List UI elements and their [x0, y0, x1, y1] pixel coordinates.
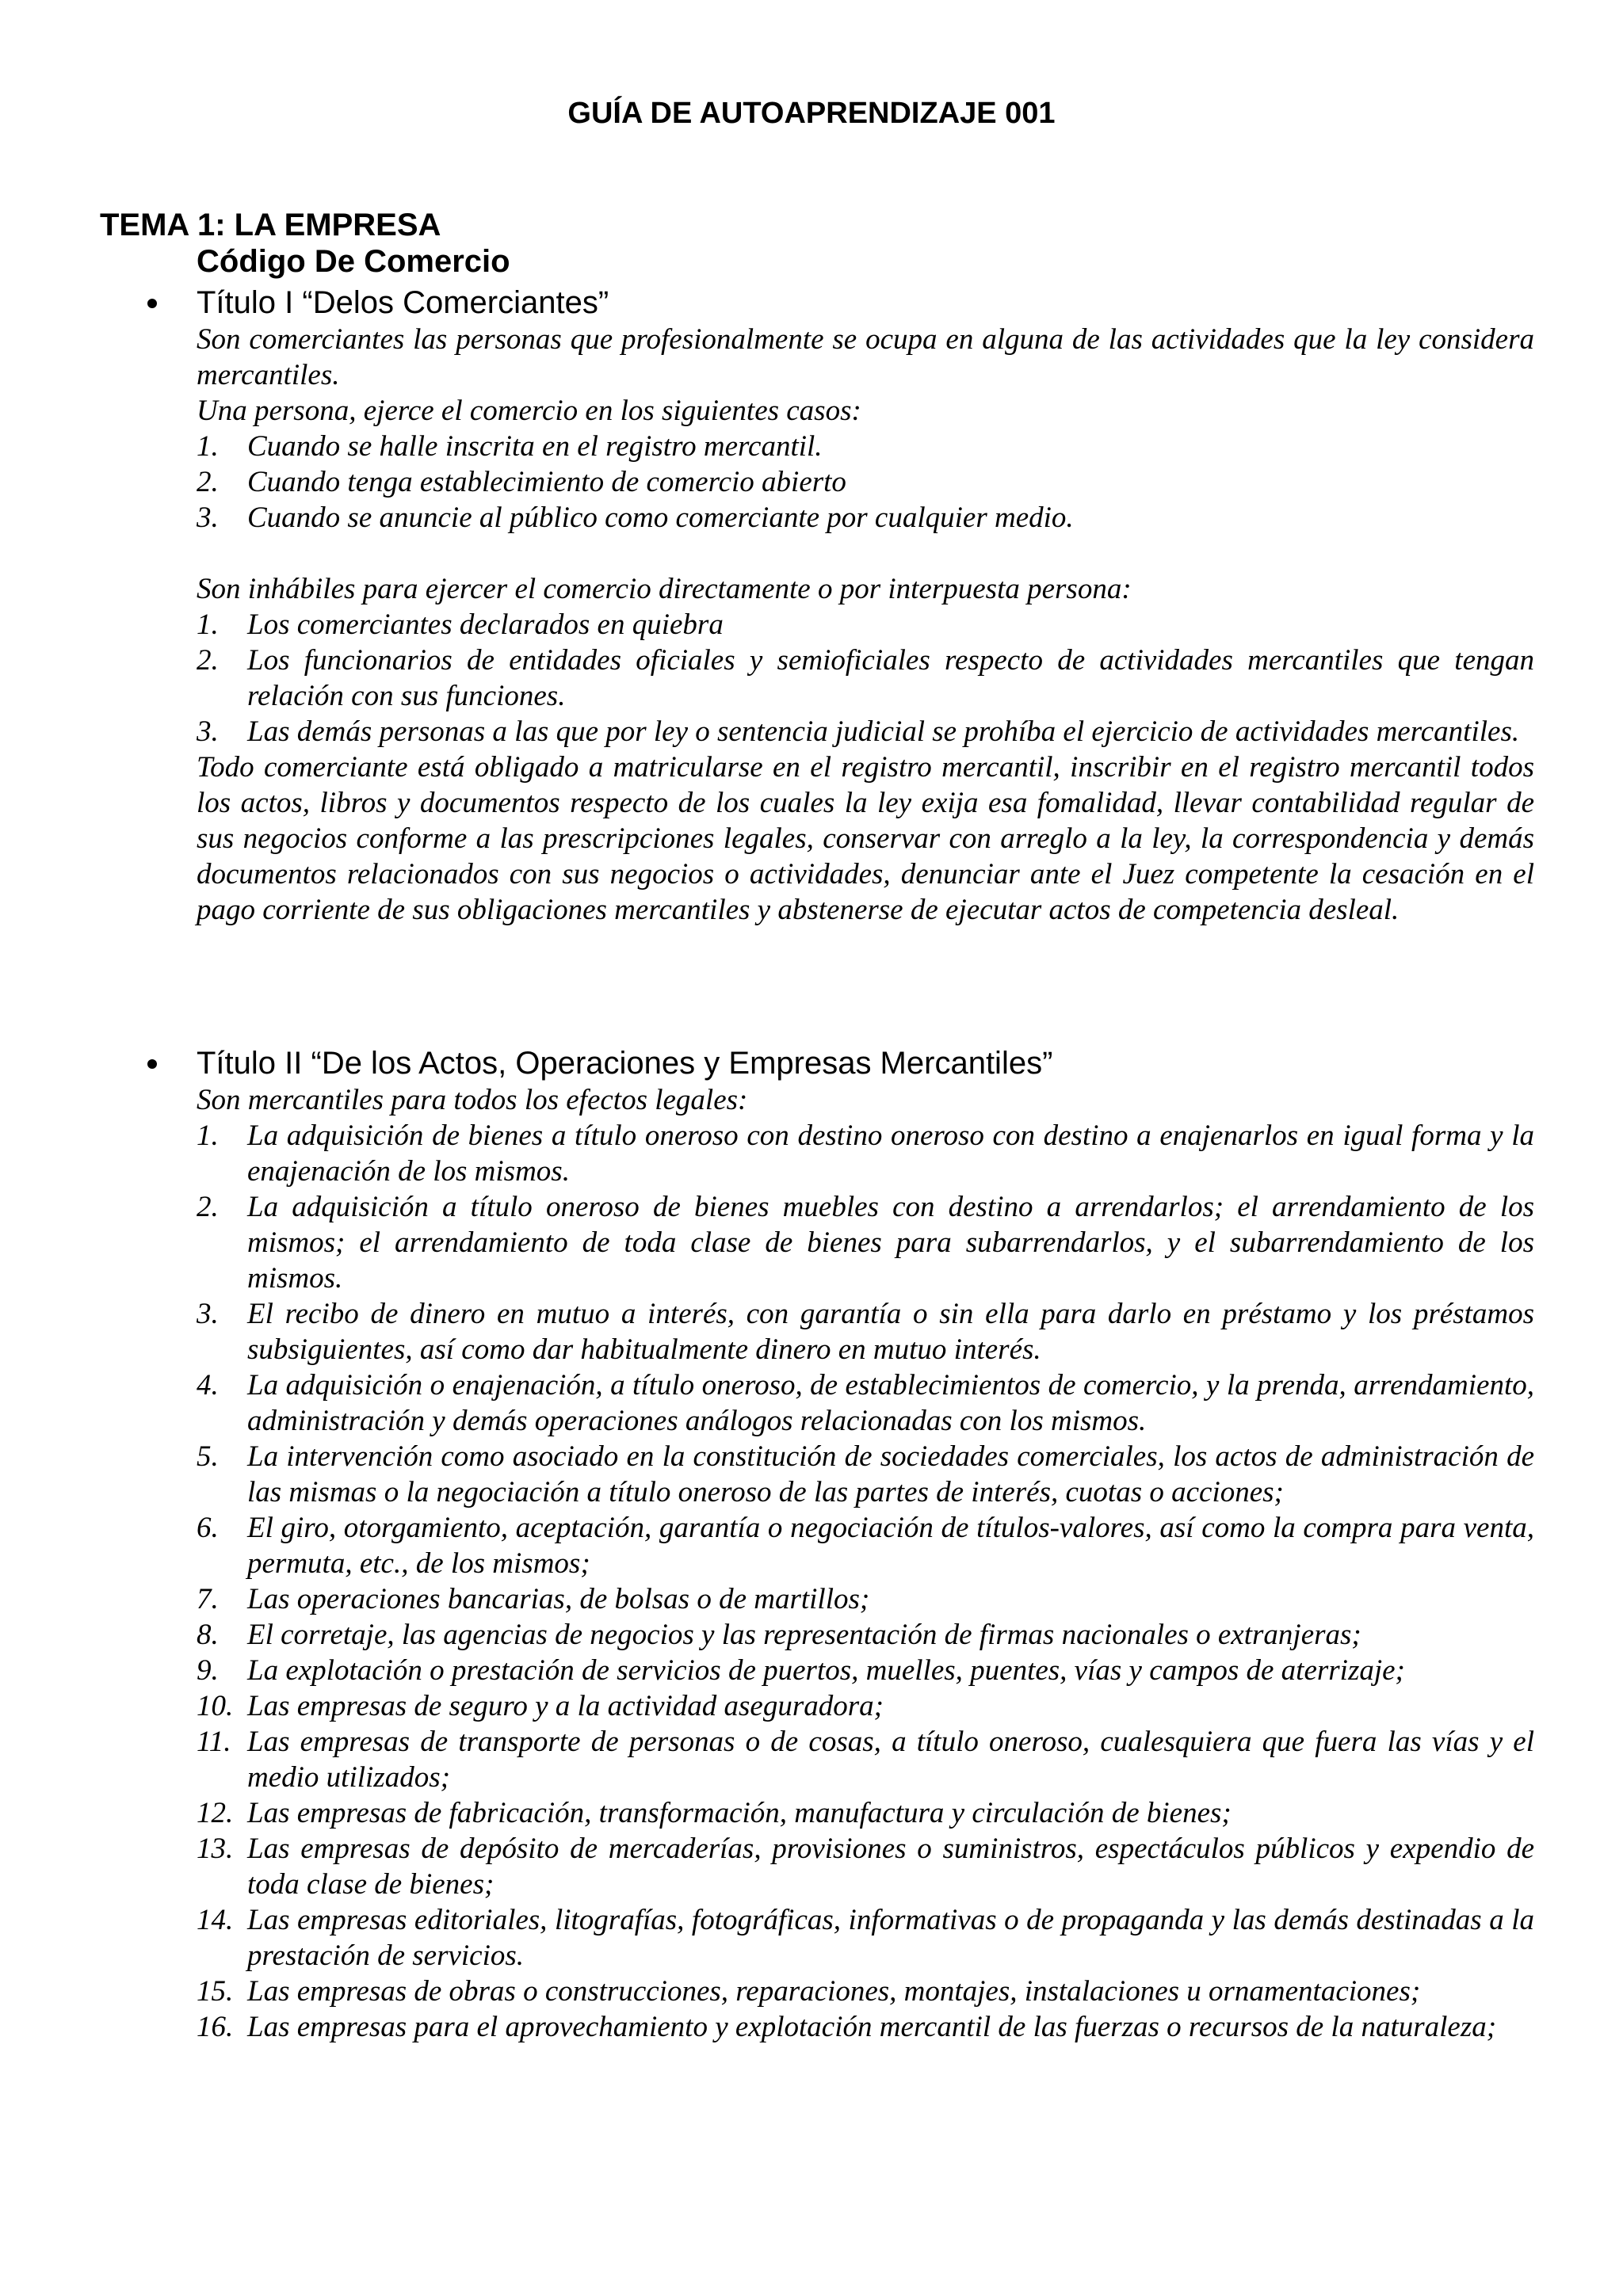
- list-item-number: 4.: [197, 1369, 219, 1402]
- list-item: [197, 714, 1534, 749]
- list-item: [197, 2009, 1534, 2045]
- list-item: [197, 1653, 1534, 1688]
- list-item-text: El corretaje, las agencias de negocios y las representación de firmas nacionales o extranjeras;: [247, 1619, 1361, 1651]
- section-heading: [0, 284, 1623, 322]
- list-item: [197, 500, 1534, 536]
- spacer: [197, 536, 1534, 571]
- list-item: [197, 1581, 1534, 1617]
- list-item-text: Cuando se halle inscrita en el registro mercantil.: [247, 430, 823, 463]
- list-item-number: 11.: [197, 1726, 231, 1758]
- list-item: [197, 1724, 1534, 1795]
- list-item: [197, 1189, 1534, 1296]
- list-item: [197, 1831, 1534, 1902]
- list-item-number: 8.: [197, 1619, 219, 1651]
- list-item-number: 3.: [197, 715, 219, 748]
- list-item-text: La adquisición a título oneroso de bienes muebles con destino a arrendarlos; el arrendamiento de los mismos; el arrendamiento de toda clase de bienes para subarrendarlos, y el subarrendamiento de los mismos.: [247, 1191, 1534, 1295]
- list-item-number: 9.: [197, 1654, 219, 1687]
- list-item: [197, 1510, 1534, 1581]
- list-item-text: La intervención como asociado en la constitución de sociedades comerciales, los actos de administración de las mismas o la negociación a título oneroso de las partes de interés, cuotas o acciones;: [247, 1440, 1534, 1508]
- paragraph-definition: Son comerciantes las personas que profesionalmente se ocupa en alguna de las actividades que la ley considera mercantiles.: [197, 323, 1534, 391]
- topic-heading: TEMA 1: LA EMPRESA: [100, 208, 441, 242]
- list-item-number: 13.: [197, 1833, 234, 1865]
- list-item: [197, 1688, 1534, 1724]
- list-item-text: La adquisición de bienes a título oneroso con destino oneroso con destino a enajenarlos en igual forma y la enajenación de los mismos.: [247, 1119, 1534, 1188]
- list-item: [197, 607, 1534, 643]
- bullet-icon: [147, 1059, 157, 1069]
- list-item-text: Las empresas de obras o construcciones, reparaciones, montajes, instalaciones u ornamentaciones;: [247, 1975, 1421, 2008]
- list-item-text: Los funcionarios de entidades oficiales y semioficiales respecto de actividades mercantiles que tengan relación con sus funciones.: [247, 644, 1534, 712]
- paragraph-cases-intro: Una persona, ejerce el comercio en los siguientes casos:: [197, 395, 861, 427]
- list-item-number: 1.: [197, 430, 219, 463]
- list-item: [197, 1617, 1534, 1653]
- list-item: [197, 1296, 1534, 1367]
- list-item: [197, 464, 1534, 500]
- list-item: [197, 1902, 1534, 1974]
- list-item-text: El recibo de dinero en mutuo a interés, con garantía o sin ella para darlo en préstamo y los préstamos subsiguientes, así como dar habitualmente dinero en mutuo interés.: [247, 1298, 1534, 1366]
- list-item-text: Las empresas editoriales, litografías, fotográficas, informativas o de propaganda y las demás destinadas a la prestación de servicios.: [247, 1904, 1534, 1972]
- list-item: [197, 1974, 1534, 2009]
- list-item-number: 2.: [197, 1191, 219, 1223]
- list-item: [197, 1795, 1534, 1831]
- list-item-text: Los comerciantes declarados en quiebra: [247, 608, 724, 641]
- list-item-number: 7.: [197, 1583, 219, 1615]
- list-item-number: 1.: [197, 1119, 219, 1152]
- paragraph-mercantiles-intro: Son mercantiles para todos los efectos legales:: [197, 1084, 748, 1116]
- section-heading-text: Título II “De los Actos, Operaciones y Empresas Mercantiles”: [197, 1046, 1053, 1081]
- section-heading: [0, 1044, 1623, 1082]
- section-body: [197, 322, 1534, 928]
- document-title: GUÍA DE AUTOAPRENDIZAJE 001: [567, 97, 1056, 130]
- code-subheading: Código De Comercio: [197, 244, 510, 279]
- list-item-number: 1.: [197, 608, 219, 641]
- list-item-number: 6.: [197, 1512, 219, 1544]
- list-item-number: 12.: [197, 1797, 234, 1829]
- section-titulo-i: [0, 284, 1623, 928]
- list-item: [197, 1118, 1534, 1189]
- list-item-text: Las empresas de fabricación, transformación, manufactura y circulación de bienes;: [247, 1797, 1232, 1829]
- cases-list: [197, 429, 1534, 536]
- list-item-number: 3.: [197, 1298, 219, 1330]
- section-titulo-ii: [0, 1044, 1623, 2045]
- list-item: [197, 643, 1534, 714]
- list-item-number: 15.: [197, 1975, 234, 2008]
- list-item-text: Las demás personas a las que por ley o sentencia judicial se prohíba el ejercicio de actividades mercantiles.: [247, 715, 1520, 748]
- list-item-text: Las operaciones bancarias, de bolsas o de martillos;: [247, 1583, 870, 1615]
- list-item: [197, 1367, 1534, 1439]
- paragraph-obligaciones: Todo comerciante está obligado a matricularse en el registro mercantil, inscribir en el registro mercantil todos los actos, libros y documentos respecto de los cuales la ley exija esa fomalidad, llevar contabilidad regular de sus negocios conforme a las prescripciones legales, conservar con arreglo a la ley, la correspondencia y demás documentos relacionados con sus negocios o actividades, denunciar ante el Juez competente la cesación en el pago corriente de sus obligaciones mercantiles y abstenerse de ejecutar actos de competencia desleal.: [197, 751, 1534, 926]
- list-item-text: Las empresas de seguro y a la actividad aseguradora;: [247, 1690, 884, 1722]
- mercantile-acts-list: [197, 1118, 1534, 2045]
- list-item-text: La adquisición o enajenación, a título oneroso, de establecimientos de comercio, y la prenda, arrendamiento, administración y demás operaciones análogos relacionadas con los mismos.: [247, 1369, 1534, 1437]
- list-item: [197, 1439, 1534, 1510]
- list-item-number: 10.: [197, 1690, 234, 1722]
- bullet-icon: [147, 299, 157, 308]
- list-item-number: 16.: [197, 2011, 234, 2043]
- list-item-text: Cuando tenga establecimiento de comercio abierto: [247, 466, 846, 498]
- list-item-number: 3.: [197, 502, 219, 534]
- list-item-text: Las empresas de transporte de personas o de cosas, a título oneroso, cualesquiera que fuera las vías y el medio utilizados;: [247, 1726, 1534, 1794]
- list-item-number: 2.: [197, 644, 219, 677]
- list-item-text: Las empresas de depósito de mercaderías, provisiones o suministros, espectáculos públicos y expendio de toda clase de bienes;: [247, 1833, 1534, 1901]
- list-item-text: Las empresas para el aprovechamiento y explotación mercantil de las fuerzas o recursos de la naturaleza;: [247, 2011, 1497, 2043]
- list-item-number: 14.: [197, 1904, 234, 1936]
- inhabiles-list: [197, 607, 1534, 749]
- list-item-text: El giro, otorgamiento, aceptación, garantía o negociación de títulos-valores, así como la compra para venta, permuta, etc., de los mismos;: [247, 1512, 1534, 1580]
- section-heading-text: Título I “Delos Comerciantes”: [197, 285, 609, 320]
- section-body: [197, 1082, 1534, 2045]
- list-item-text: La explotación o prestación de servicios de puertos, muelles, puentes, vías y campos de aterrizaje;: [247, 1654, 1405, 1687]
- list-item-number: 5.: [197, 1440, 219, 1473]
- list-item: [197, 429, 1534, 464]
- list-item-text: Cuando se anuncie al público como comerciante por cualquier medio.: [247, 502, 1074, 534]
- paragraph-inhabiles-intro: Son inhábiles para ejercer el comercio directamente o por interpuesta persona:: [197, 573, 1132, 605]
- list-item-number: 2.: [197, 466, 219, 498]
